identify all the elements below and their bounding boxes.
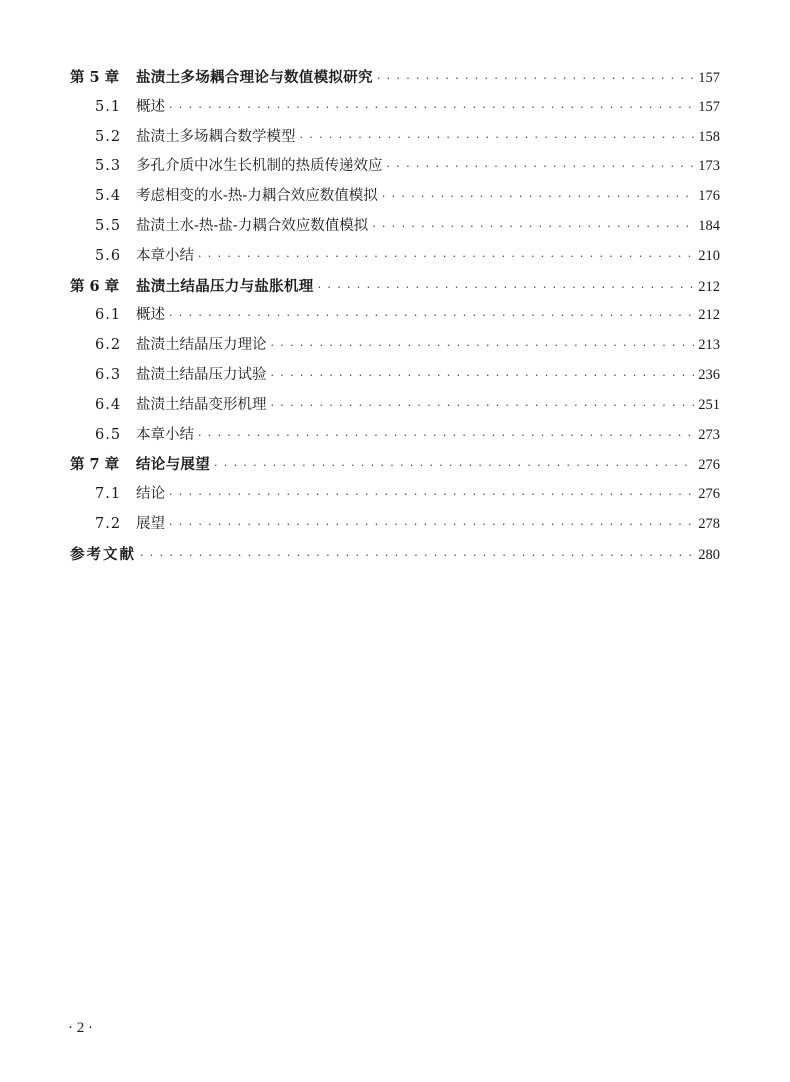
toc-number: 7.2 [95,515,122,532]
toc-section-5-3 [70,152,720,182]
toc-title: 多孔介质中冰生长机制的热质传递效应 [136,158,383,175]
toc-page-number: 278 [698,515,720,532]
toc-page-number: 276 [698,457,720,474]
toc-number: 5.2 [95,128,122,145]
dot-leader [140,541,694,571]
dot-leader [271,361,695,391]
toc-page-number: 251 [698,396,720,413]
toc-section-7-1 [70,480,720,510]
toc-section-5-4 [70,182,720,212]
page-number-footer: · 2 · [68,1020,93,1036]
toc-number: 第 6 章 [70,277,120,295]
toc-title: 盐渍土多场耦合理论与数值模拟研究 [136,69,373,86]
toc-title: 考虑相变的水-热-力耦合效应数值模拟 [136,188,378,205]
toc-section-5-2 [70,123,720,153]
dot-leader [198,242,694,272]
toc-chapter-7 [70,450,720,480]
toc-section-6-3 [70,361,720,391]
toc-references [70,540,720,570]
toc-page-number: 213 [698,337,720,354]
dot-leader [214,451,694,481]
toc-page-number: 280 [698,546,720,563]
toc-title: 概述 [136,307,165,324]
toc-page-number: 157 [698,70,720,86]
toc-number: 5.4 [95,188,122,205]
toc-title: 本章小结 [136,247,194,264]
toc-number: 5.1 [95,98,122,115]
toc-page-number: 212 [698,307,720,324]
dot-leader [387,152,695,182]
toc-section-6-5 [70,421,720,451]
toc-section-6-4 [70,391,720,421]
toc-title: 本章小结 [136,426,194,443]
toc-number: 5.6 [95,247,122,264]
toc-page-number: 210 [698,247,720,264]
toc-number: 6.4 [95,396,122,413]
dot-leader [169,510,694,540]
toc-title: 盐渍土水-热-盐-力耦合效应数值模拟 [136,217,369,234]
toc-number: 7.1 [95,486,122,503]
toc-title: 盐渍土结晶压力试验 [136,366,267,383]
toc-page-number: 157 [698,98,720,115]
toc-title: 盐渍土结晶压力理论 [136,337,267,354]
toc-section-5-5 [70,212,720,242]
toc-page-number: 173 [698,158,720,175]
toc-section-5-6 [70,242,720,272]
dot-leader [372,212,694,242]
toc-number: 6.1 [95,307,122,324]
toc-number: 6.5 [95,426,122,443]
dot-leader [169,93,694,123]
toc-title: 结论 [136,486,165,503]
dot-leader [377,64,694,94]
toc-number: 6.2 [95,337,122,354]
toc-chapter-6 [70,272,720,302]
dot-leader [169,480,694,510]
toc-title: 结论与展望 [136,456,210,474]
toc-section-6-2 [70,331,720,361]
dot-leader [300,123,695,153]
toc-number: 5.3 [95,158,122,175]
toc-title: 盐渍土结晶变形机理 [136,396,267,413]
toc-page-number: 273 [698,426,720,443]
dot-leader [271,331,695,361]
toc-page-number: 212 [698,278,720,295]
dot-leader [169,301,694,331]
toc-page-number: 184 [698,217,720,234]
dot-leader [198,421,694,451]
toc-number: 第 7 章 [70,456,120,474]
toc-page-number: 236 [698,366,720,383]
toc-section-7-2 [70,510,720,540]
toc-section-6-1 [70,301,720,331]
toc-chapter-5 [70,63,720,93]
toc-number: 5.5 [95,217,122,234]
toc-title: 展望 [136,515,165,532]
toc-title: 概述 [136,98,165,115]
toc-title: 参考文献 [70,545,136,563]
dot-leader [382,182,694,212]
toc-section-5-1 [70,93,720,123]
dot-leader [318,273,695,303]
toc-title: 盐渍土多场耦合数学模型 [136,128,296,145]
dot-leader [271,391,695,421]
toc-number: 6.3 [95,366,122,383]
toc-page-number: 158 [698,128,720,145]
toc-number: 第 5 章 [70,69,120,86]
table-of-contents [70,63,720,570]
toc-title: 盐渍土结晶压力与盐胀机理 [136,277,314,295]
toc-page-number: 276 [698,486,720,503]
toc-page-number: 176 [698,188,720,205]
